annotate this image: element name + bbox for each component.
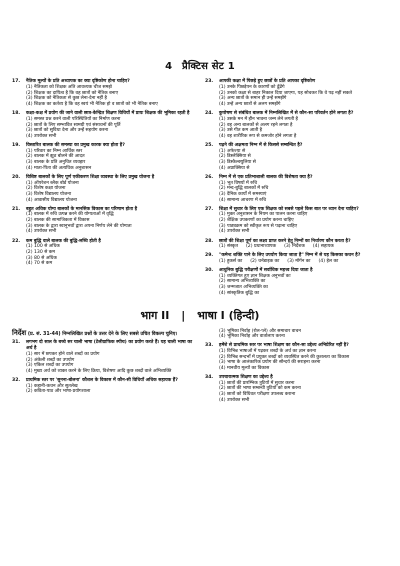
question-item <box>12 340 195 374</box>
option-list <box>219 349 388 372</box>
option-item: (4) सहायक <box>312 244 334 250</box>
question-columns-bottom <box>12 329 388 407</box>
option-item: (4) उपरोक्त सभी <box>26 229 57 235</box>
option-item: (4) 70 से कम <box>26 261 53 267</box>
option-item: (1) मुक्त अनुशासन के नियम का पालन करना चाहिए <box>219 212 308 218</box>
option-item: (1) सार में छपकर होने वाले शब्दों का प्रयोग <box>26 351 100 357</box>
option-item: (3) पाठ्यक्रम को स्वीकृत रूप से पढ़ाना चाहिए <box>219 223 298 229</box>
right-column <box>205 79 388 300</box>
option-item: (3) उसे गीत कम आती है <box>219 128 263 134</box>
option-item: (4) मानवीय मूल्यों का विकास <box>219 366 270 372</box>
question-number: 34. <box>205 375 214 381</box>
option-item: (2) प्रधानाध्यापक <box>246 244 277 250</box>
option-list <box>219 117 388 140</box>
option-item: (4) उपरोक्त सभी <box>26 133 57 139</box>
option-item: (2) मन्द-बुद्धि बालकों में रुचि <box>219 186 269 192</box>
question-item <box>205 329 388 340</box>
question-text: विशिष्ट बालकों के लिए पूर्ण एकीकरण शिक्षा व्यवस्था के लिए प्रमुख योजना है <box>26 174 155 180</box>
question-text: प्राथमिक स्तर पर 'सुनना-बोलना' कौशल के विकास में कौन-सी विधियाँ अधिक सहायक हैं? <box>26 377 178 383</box>
option-item: (2) उनको कक्षा से बाहर निकाल दिया जाएगा, यह सोचकर कि वे पढ़ नहीं सकते <box>219 90 353 96</box>
option-item: (3) शिक्षक को नैतिकता से कुछ लेना-देना नहीं है <box>26 96 107 102</box>
question-number: 30. <box>205 268 214 274</box>
running-head <box>12 61 388 73</box>
option-item: (1) कहानी-कथन और सुतलेख <box>26 383 78 389</box>
option-item: (4) हेल का <box>318 258 339 264</box>
question-text: "कमेन्ट शक्ति पाने के लिए उपयोग किया जाता है" निम्न में से यह किसका कथन है? <box>219 253 361 259</box>
question-item <box>205 343 388 371</box>
option-list <box>26 149 195 172</box>
option-item: (3) निर्देशक <box>284 244 305 250</box>
directions <box>12 329 195 338</box>
option-list <box>219 181 388 204</box>
option-list <box>219 329 388 340</box>
option-item: (2) वह अन्य बालकों से अलग रहने लगता है <box>219 122 293 128</box>
left-question-list-2 <box>12 340 195 395</box>
option-list <box>219 259 388 265</box>
question-text: आपकी कक्षा में पिछड़े हुए छात्रों के प्रति आपका दृष्टिकोण <box>219 79 316 85</box>
question-number: 18. <box>12 111 21 117</box>
option-list <box>26 384 195 395</box>
question-number: 29. <box>205 253 214 259</box>
option-item: (1) विभिन्न भाषाओं में पढ़कर शब्दों के अर्थ का ज्ञान करना <box>219 348 317 354</box>
right-column-2 <box>205 329 388 407</box>
option-item: (2) थर्नडाइक का <box>250 258 280 264</box>
question-number: 27. <box>205 206 214 212</box>
option-item: (3) छात्रों को विधिवत परीक्षण उपलब्ध कराना <box>219 392 296 398</box>
option-item: (2) बालक में झूठ बोलने की आदत <box>26 154 85 160</box>
option-list <box>219 212 388 235</box>
question-number: 21. <box>12 206 21 212</box>
option-item: (4) भूमिका निर्वाह और वार्तालाप करना <box>219 334 285 340</box>
question-columns-top <box>12 79 388 300</box>
directions-text: (प्र. सं. 31-44) निम्नलिखित प्रश्नों के उत्तर देने के लिए सबसे उचित विकल्प चुनिए। <box>27 331 178 337</box>
option-item: (4) मुख्य अर्थ को व्यक्त करने के लिए क्रिया, विशेषण आदि कुछ शब्दों वाले अभिव्यक्ति <box>26 368 172 374</box>
option-item: (3) भाषा के आलंकारिक प्रयोग की सौन्दर्य की सराहना करना <box>219 360 321 366</box>
question-text: छात्रों की शिक्षा पूर्ण का लक्ष्य प्राप्त करने हेतु निम्नों का निर्धारण कौन करता है? <box>219 238 351 244</box>
question-item <box>12 79 195 107</box>
question-item <box>12 239 195 267</box>
option-list <box>219 274 388 297</box>
option-item: (4) उपरोक्त सभी <box>219 397 250 403</box>
option-item: (4) उन्हें अन्य छात्रों से अलग समझेंगे <box>219 102 281 108</box>
question-number: 28. <box>205 238 214 244</box>
question-text: उपचारात्मक शिक्षण का उद्देश्य है <box>219 375 273 381</box>
option-item: (3) जन्मजात अभिव्यक्ति का <box>219 285 268 291</box>
option-item: (2) सामान्य अभिव्यक्ति का <box>219 279 266 285</box>
question-text: विस्तारित बालक की समस्या का प्रमुख कारक क्या होता है? <box>26 143 125 149</box>
option-item: (3) बालक के प्रति अनुचित व्यवहार <box>26 160 86 166</box>
question-item <box>12 143 195 171</box>
option-item: (3) भूमिका निर्वाह (रोल-प्ले) और समाचार वाचन <box>219 328 301 334</box>
section-title: भाषा I (हिन्दी) <box>197 308 260 322</box>
option-item: (3) छात्रों को सुविधा देना और उन्हें सहयोग करना <box>26 128 109 134</box>
option-item: (4) अप्राक्सिया से <box>219 165 250 171</box>
option-list <box>26 244 195 267</box>
option-item: (1) भूत विषयों में रुचि <box>219 180 258 186</box>
option-item: (2) शैक्षिक उपकरणों का प्रयोग करना चाहिए <box>219 218 294 224</box>
question-item <box>12 175 195 203</box>
question-number: 17. <box>12 79 21 85</box>
question-text: बहुत अधिक योग्य बालकों के मानसिक विकास का परिणाम होता है <box>26 206 138 212</box>
question-item <box>205 175 388 203</box>
section-separator: | <box>181 308 186 322</box>
question-number: 19. <box>12 143 21 149</box>
option-item: (2) बालक की सामाजिकता में विकास <box>26 218 90 224</box>
question-text: हमेंशे से प्राथमिक स्तर पर भाषा शिक्षण का कौन-सा उद्देश्य अभिप्रेरित नहीं है? <box>219 343 349 349</box>
question-text: निम्न में से एक प्रतिभाशाली बालक की विशेषता क्या है? <box>219 174 313 180</box>
question-number: 32. <box>12 377 21 383</box>
question-number: 22. <box>12 238 21 244</box>
option-item: (2) विशेष कक्षा योजना <box>26 186 66 192</box>
option-item: (3) मॉर्गन का <box>287 258 311 264</box>
section-banner <box>12 309 388 323</box>
option-list <box>219 85 388 108</box>
option-item: (4) सामान्य आचरण में रुचि <box>219 197 267 203</box>
option-item: (4) शिक्षक का कर्तव्य है कि वह स्वयं भी नैतिक हो व छात्रों को भी नैतिक बनाए <box>26 102 158 108</box>
option-item: (2) शिक्षक का दायित्व है कि वह छात्रों को नैतिक बनाए <box>26 90 119 96</box>
option-item: (4) आवासीय विद्यालय योजना <box>26 197 77 203</box>
option-list <box>26 117 195 140</box>
question-text: कक्षा-कक्ष में प्रयोग की जाने वाली छात्र-केन्द्रित शिक्षण विधियों में प्रायः शिक्षक की भूमिका रहती है <box>26 111 190 117</box>
question-item <box>205 253 388 264</box>
option-item: (1) संस्कृत <box>219 244 239 250</box>
option-item: (1) हुकर्स का <box>219 258 243 264</box>
option-item: (1) छात्रों की प्रारम्भिक त्रुटियों में सुधार करना <box>219 380 295 386</box>
option-list <box>219 244 388 250</box>
question-head <box>12 340 195 351</box>
option-item: (2) 130 से कम <box>26 249 56 255</box>
option-item: (1) परिवार का निम्न आर्थिक स्तर <box>26 148 83 154</box>
question-item <box>205 111 388 139</box>
option-item: (3) दैनिक कार्यों में समस्याएं <box>219 191 267 197</box>
option-item: (4) माता-पिता की अत्यधिक अनुशासन <box>26 165 92 171</box>
option-item: (3) अन्य छात्रों के समान ही उन्हें समझेंगे <box>219 96 287 102</box>
option-list <box>26 181 195 204</box>
option-item: (3) एकिल शब्दों का उपयोग <box>26 363 74 369</box>
option-item: (1) बालक में रुचि उत्पन्न करने की योग्यताओं में वृद्धि <box>26 212 114 218</box>
question-text: कम बुद्धि वाले बालक की बुद्धि-लब्धि होती है <box>26 238 101 244</box>
question-text: लगभग दो साल के बच्चे सर चाली भाषा (टेलीग्राफिक स्पीच) का प्रयोग करते हैं। यह चाली भाषा का अर्थ है <box>26 340 193 352</box>
question-item <box>12 207 195 235</box>
question-number: 26. <box>205 174 214 180</box>
question-number: 33. <box>205 343 214 349</box>
option-item: (1) उनके पिछड़ेपन के कारणों को ढूँढेंगे <box>219 85 285 91</box>
question-number: 24. <box>205 111 214 117</box>
option-item: (3) विशेष विद्यालय योजना <box>26 191 72 197</box>
option-item: (3) डिस्कैल्क्युलिया से <box>219 160 256 166</box>
option-item: (2) विभिन्न सन्दर्भों में प्रयुक्त शब्दों को व्यवस्थित करने की कुशलता का विकास <box>219 354 350 360</box>
option-item: (1) उसके मन में हीन भावना जन्म लेने लगती है <box>219 116 298 122</box>
option-item: (1) व्यक्तिगत हुए ज्ञान शिक्षक अनुभवों का <box>219 273 291 279</box>
option-item: (1) ऑपरेशन ब्लैक बोर्ड योजना <box>26 180 79 186</box>
left-column-2 <box>12 329 195 407</box>
question-text: पढ़ने की अक्षमता निम्न में से किससे सम्बन्धित है? <box>219 143 303 149</box>
option-item: (2) छात्रों के लिए सम्भावित सामग्री एवं संसाधनों की पूर्ति <box>26 122 121 128</box>
question-item <box>205 268 388 296</box>
directions-label: निर्देश <box>12 328 27 337</box>
option-list <box>219 149 388 172</box>
question-item <box>12 111 195 139</box>
question-number: 23. <box>205 79 214 85</box>
question-number: 31. <box>12 340 21 346</box>
option-item: (3) बालक के द्वारा स्वानुभवों द्वारा अपना निर्णय लेने की योग्यता <box>26 223 132 229</box>
question-item <box>12 378 195 395</box>
option-item: (1) 100 से अधिक <box>26 244 60 250</box>
option-item: (2) अंकेली शब्दों का उपयोग <box>26 357 75 363</box>
option-item: (1) समस्त प्रश्न करने वाली परिस्थितियों का निर्माण करना <box>26 116 121 122</box>
question-item <box>205 239 388 250</box>
option-item: (4) उपरोक्त सभी <box>219 229 250 235</box>
option-item: (2) छात्रों की भाषा सम्बन्धी त्रुटियों को कम करना <box>219 386 301 392</box>
option-list <box>219 381 388 404</box>
question-text: कुपोषण से संबंधित बालक में निम्नलिखित में से कौन-सा परिवर्तन होने लगता है? <box>219 111 354 117</box>
question-number: 20. <box>12 174 21 180</box>
left-column <box>12 79 195 300</box>
option-item: (4) सांस्कृतिक बुद्धि का <box>219 290 260 296</box>
option-item: (1) नैतिकता को शिक्षक अति आवश्यक चीज समझे <box>26 85 112 91</box>
question-text: नैतिक मूल्यों के प्रति अध्यापक का क्या दृष्टिकोण होना चाहिए? <box>26 79 130 85</box>
page-number: 4 <box>165 61 173 72</box>
option-item: (4) वह शारीरिक रूप से कमजोर होने लगता है <box>219 133 297 139</box>
option-list <box>26 85 195 108</box>
question-text: आधुनिक बुद्धि परीक्षणों में सर्वाधिक महत्त्व दिया जाता है <box>219 268 313 274</box>
page-title: प्रैक्टिस सेट 1 <box>182 61 235 72</box>
question-item <box>205 207 388 235</box>
option-item: (2) कविता-पाठ और भाषा-प्रयोगशाला <box>26 389 91 395</box>
option-item: (1) अफेज्या से <box>219 148 246 154</box>
section-part: भाग II <box>140 308 170 322</box>
question-number: 25. <box>205 143 214 149</box>
option-item: (3) 80 से अधिक <box>26 255 57 261</box>
question-text: शिक्षा में सुधार के लिए एक शिक्षक को सबसे पहले किस बात पर ध्यान देना चाहिए? <box>219 206 359 212</box>
question-item <box>205 143 388 171</box>
option-list <box>26 212 195 235</box>
option-list <box>26 352 195 375</box>
question-item <box>205 79 388 107</box>
question-item <box>205 375 388 403</box>
option-item: (2) डिस्लेक्सिया से <box>219 154 251 160</box>
